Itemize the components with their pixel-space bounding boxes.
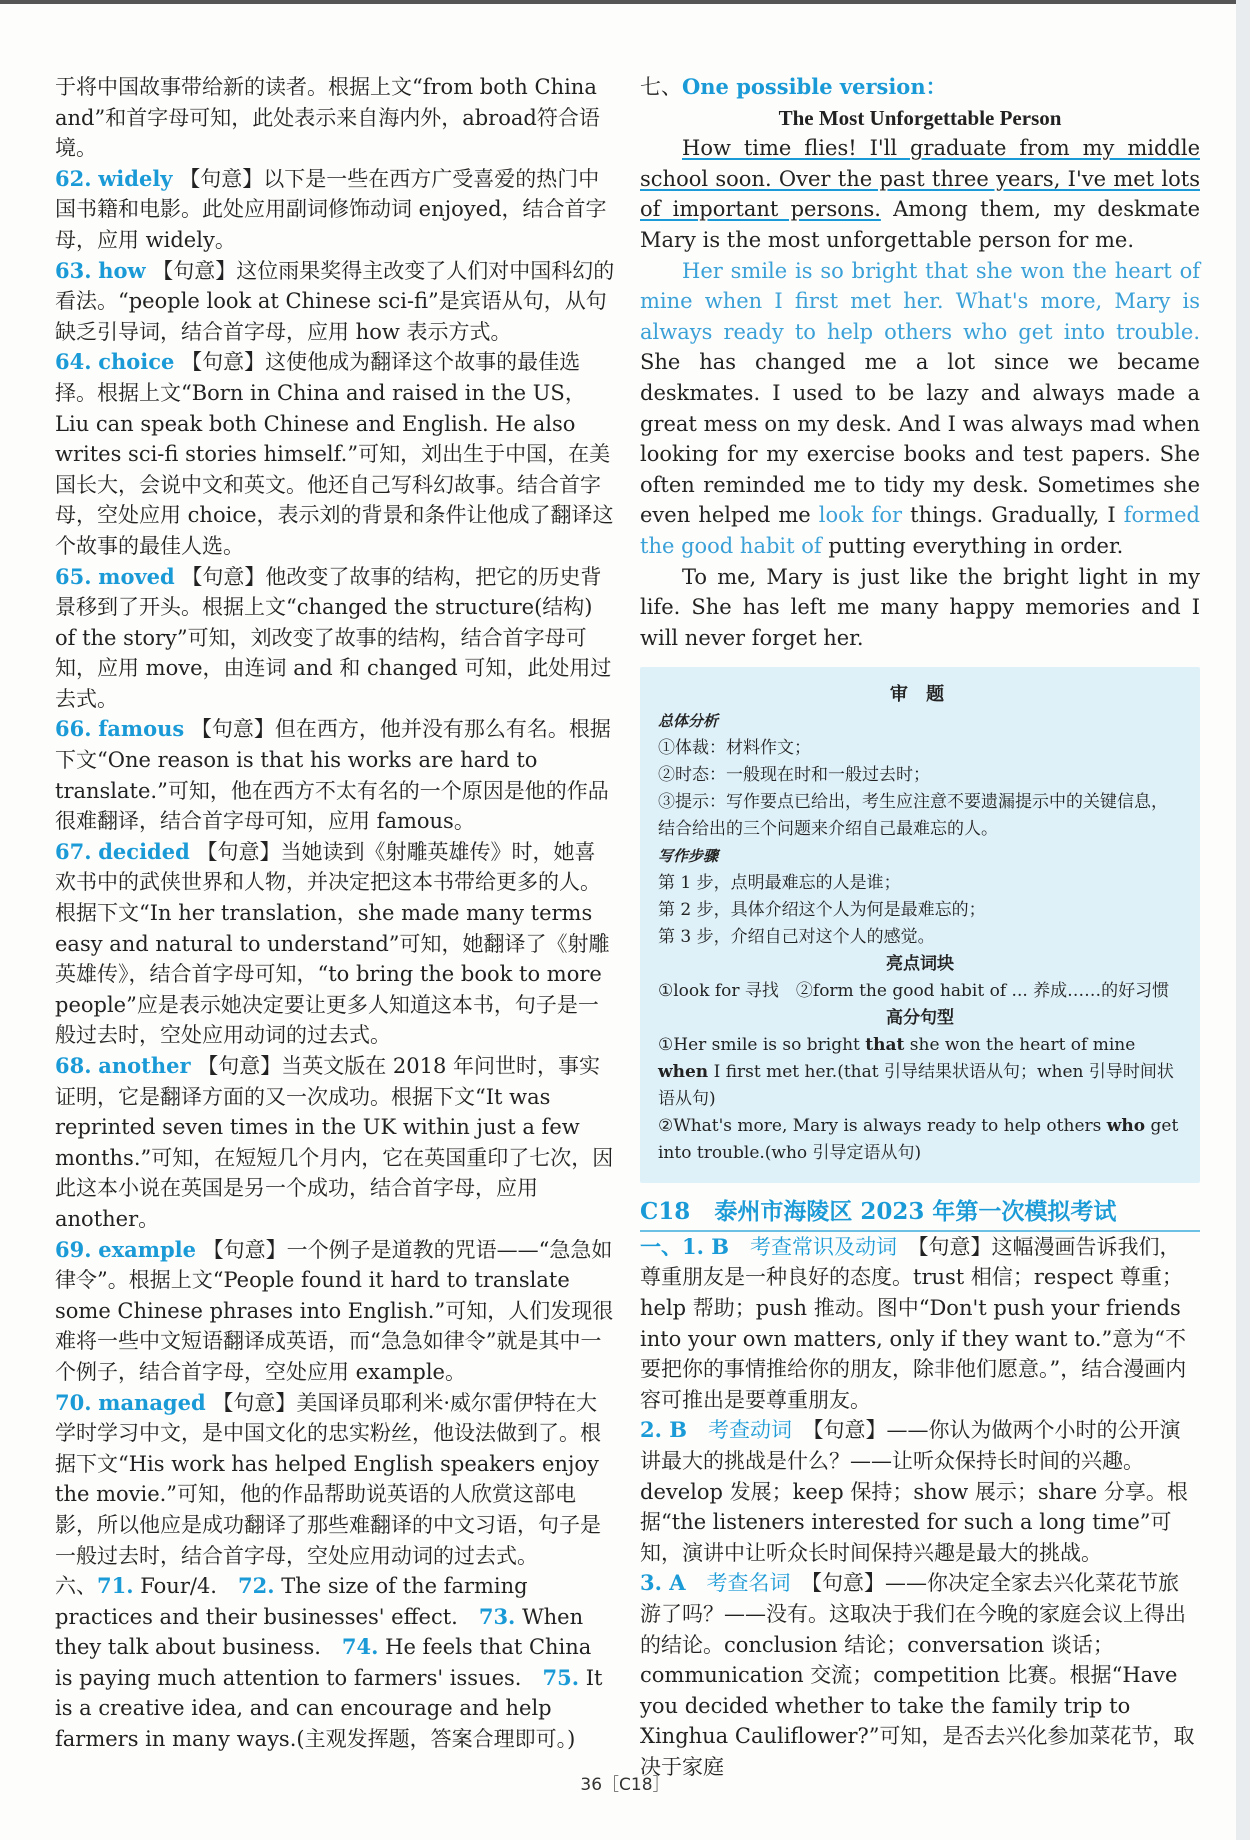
box-line: ①Her smile is so bright that she won the heart of mine when I first met her.(that 引导结果状语从句；when 引导时间状语从句): [658, 1035, 1174, 1110]
answer-item: 65. moved 【句意】他改变了故事的结构，把它的历史背景移到了开头。根据上文“changed the structure(结构) of the story”可知，刘改变了故事的结构，结合首字母可知，应用 move，由连词 and 和 changed 可知，此处用过去式。: [55, 563, 612, 711]
page-edge: [1236, 0, 1250, 1840]
box-line: ①体裁：材料作文；: [658, 738, 811, 759]
answer-item: 62. widely 【句意】以下是一些在西方广受喜爱的热门中国书籍和电影。此处应用副词修饰动词 enjoyed，结合首字母，应用 widely。: [55, 165, 607, 252]
box-line: ①look for 寻找 ②form the good habit of ... 养成……的好习惯: [658, 981, 1170, 1002]
box-line: 第 3 步，介绍自己对这个人的感觉。: [658, 927, 935, 948]
essay-paragraph-1: How time flies! I'll graduate from my middle school soon. Over the past three years, I've met lots of important persons. Among them, my deskmate Mary is the most unforgettable person for me.: [640, 136, 1200, 252]
box-line: 第 1 步，点明最难忘的人是谁；: [658, 873, 901, 894]
section-title: C18 泰州市海陵区 2023 年第一次模拟考试: [640, 1197, 1200, 1232]
left-column: [55, 72, 615, 1755]
box-title: 审 题: [889, 684, 951, 706]
box-line: ②时态：一般现在时和一般过去时；: [658, 765, 930, 786]
box-line: ②What's more, Mary is always ready to help others who get into trouble.(who 引导定语从句): [658, 1116, 1179, 1164]
left-intro: 于将中国故事带给新的读者。根据上文“from both China and”和首字母可知，此处表示来自海内外，abroad符合语境。: [55, 75, 600, 161]
right-column: [640, 72, 1200, 1783]
answer-q2: 2. B 考查动词 【句意】——你认为做两个小时的公开演讲最大的挑战是什么？——让听众保持长时间的兴趣。develop 发展；keep 保持；show 展示；share 分享。根据“the listeners interested for such a long time”可知，演讲中让听众长时间保持兴趣是最大的挑战。: [640, 1417, 1188, 1565]
box-line: 第 2 步，具体介绍这个人为何是最难忘的；: [658, 900, 986, 921]
box-subhead-sentences: 高分句型: [886, 1008, 954, 1029]
essay-paragraph-3: To me, Mary is just like the bright light in my life. She has left me many happy memories and I will never forget her.: [640, 564, 1200, 650]
answer-list: [55, 164, 615, 1571]
section-six: 六、71. Four/4. 72. The size of the farming practices and their businesses' effect. 73. When they talk about business. 74. He feels that China is paying much attention to farmers' issues. 75. It is a creative idea, and can encourage and help farmers in many ways.(主观发挥题，答案合理即可。): [55, 1573, 603, 1752]
analysis-box: [640, 667, 1200, 1183]
essay-title: The Most Unforgettable Person: [778, 105, 1062, 130]
top-rule: [0, 0, 1250, 4]
answer-item: 67. decided 【句意】当她读到《射雕英雄传》时，她喜欢书中的武侠世界和人物，并决定把这本书带给更多的人。根据下文“In her translation，she made many terms easy and natural to understand”可知，她翻译了《射雕英雄传》，结合首字母可知，“to bring the book to more people”应是表示她决定要让更多人知道这本书，句子是一般过去时，空处应用动词的过去式。: [55, 838, 610, 1048]
answer-item: 69. example 【句意】一个例子是道教的咒语——“急急如律令”。根据上文“People found it hard to translate some Chinese phrases into English.”可知，人们发现很难将一些中文短语翻译成英语，而“急急如律令”就是其中一个例子，结合首字母，空处应用 example。: [55, 1236, 614, 1384]
answer-item: 68. another 【句意】当英文版在 2018 年问世时，事实证明，它是翻译方面的又一次成功。根据下文“It was reprinted seven times in the UK within just a few months.”可知，在短短几个月内，它在英国重印了七次，因此这本小说在英国是另一个成功，结合首字母，应用 another。: [55, 1053, 614, 1231]
answer-item: 70. managed 【句意】美国译员耶利米·威尔雷伊特在大学时学习中文，是中国文化的忠实粉丝，他设法做到了。根据下文“His work has helped English speakers enjoy the movie.”可知，他的作品帮助说英语的人欣赏这部电影，所以他应是成功翻译了那些难翻译的中文习语，句子是一般过去时，结合首字母，空处应用动词的过去式。: [55, 1389, 601, 1568]
section-seven-head: 七、One possible version：: [640, 74, 947, 99]
box-subhead-overall: 总体分析: [658, 712, 719, 731]
box-subhead-steps: 写作步骤: [658, 847, 719, 866]
answer-item: 66. famous 【句意】但在西方，他并没有那么有名。根据下文“One reason is that his works are hard to translate.”可知，他在西方不太有名的一个原因是他的作品很难翻译，结合首字母可知，应用 famous。: [55, 716, 611, 834]
answer-item: 64. choice 【句意】这使他成为翻译这个故事的最佳选择。根据上文“Born in China and raised in the US，Liu can speak both Chinese and English. He also writes sci-fi stories himself.”可知，刘出生于中国，在美国长大，会说中文和英文。他还自己写科幻故事。结合首字母，空处应用 choice，表示刘的背景和条件让他成了翻译这个故事的最佳人选。: [55, 349, 614, 558]
page-number: 36［C18］: [580, 1775, 670, 1795]
box-line: ③提示：写作要点已给出，考生应注意不要遗漏提示中的关键信息，结合给出的三个问题来介绍自己最难忘的人。: [658, 792, 1168, 840]
essay-paragraph-2: Her smile is so bright that she won the heart of mine when I first met her. What's more, Mary is always ready to help others who get into trouble. She has changed me a lot since we became deskmates. I used to be lazy and always made a great mess on my desk. And I was always mad when looking for my exercise books and test papers. She often reminded me to tidy my desk. Sometimes she even helped me look for things. Gradually, I formed the good habit of putting everything in order.: [640, 258, 1201, 558]
answer-item: 63. how 【句意】这位雨果奖得主改变了人们对中国科幻的看法。“people look at Chinese sci-fi”是宾语从句，从句缺乏引导词，结合首字母，应用 how 表示方式。: [55, 257, 615, 344]
answer-q3: 3. A 考查名词 【句意】——你决定全家去兴化菜花节旅游了吗？——没有。这取决于我们在今晚的家庭会议上得出的结论。conclusion 结论；conversation 谈话；communication 交流；competition 比赛。根据“Have you decided whether to take the family trip to Xinghua Cauliflower?”可知，是否去兴化参加菜花节，取决于家庭: [640, 1570, 1195, 1779]
answer-q1: 一、1. B 考查常识及动词 【句意】这幅漫画告诉我们，尊重朋友是一种良好的态度。trust 相信；respect 尊重；help 帮助；push 推动。图中“Don't push your friends into your own matters, only if they want to.”意为“不要把你的事情推给你的朋友，除非他们愿意。”，结合漫画内容可推出是要尊重朋友。: [640, 1233, 1187, 1412]
box-subhead-phrases: 亮点词块: [886, 954, 954, 975]
essay: [640, 133, 1200, 653]
